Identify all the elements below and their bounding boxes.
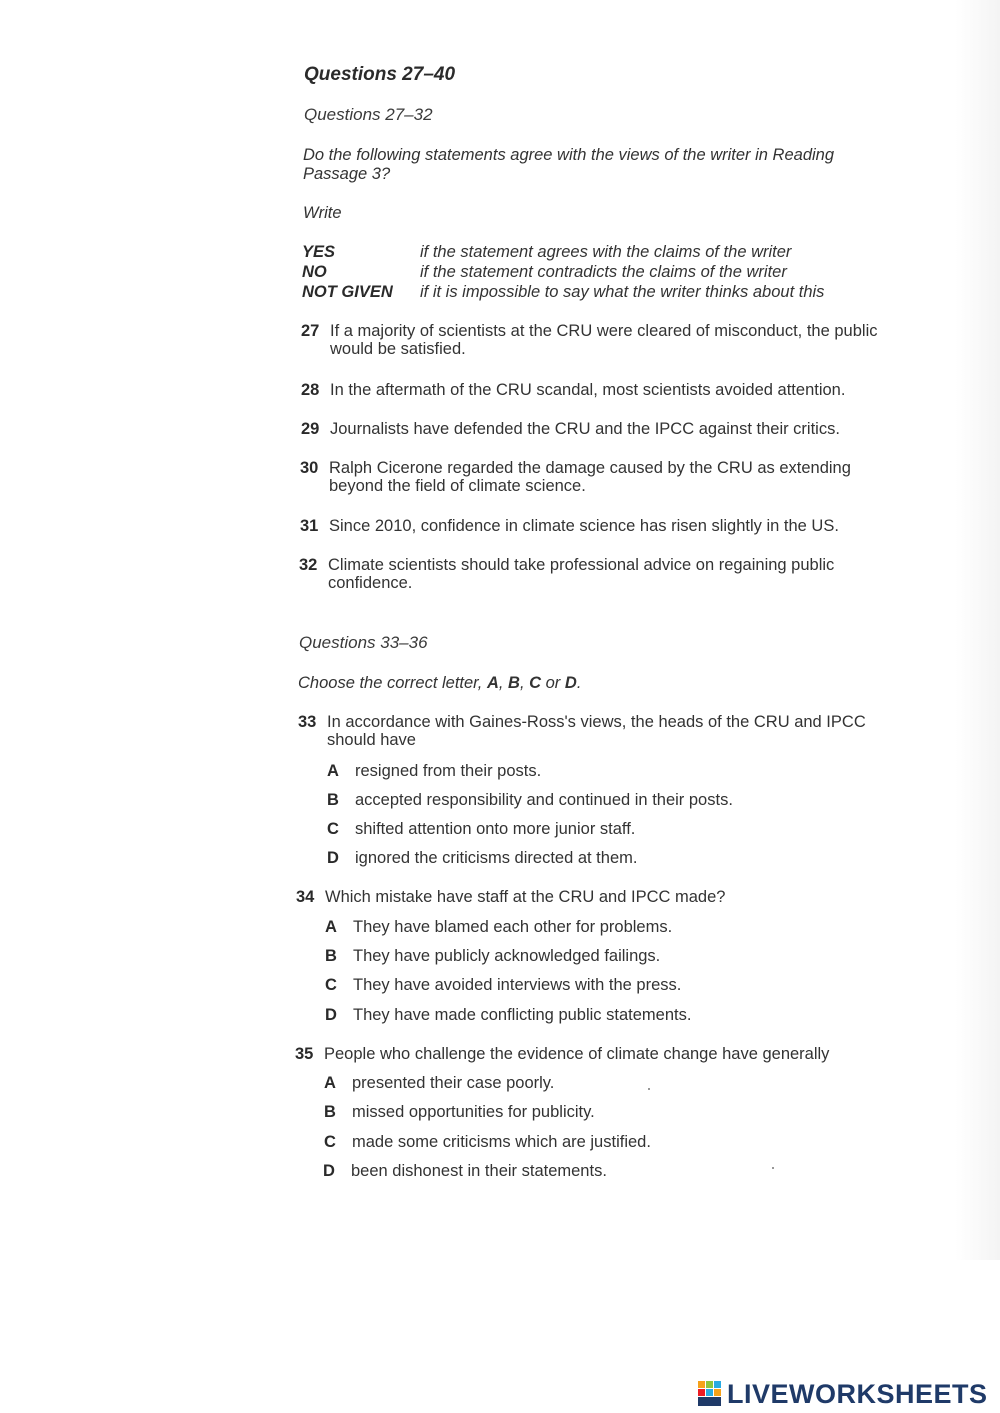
question-text: In the aftermath of the CRU scandal, most scientists avoided attention. — [330, 381, 846, 399]
option-letter: B — [327, 791, 339, 809]
key-term: NO — [302, 263, 327, 281]
question-number: 29 — [301, 420, 320, 438]
question-line: beyond the field of climate science. — [329, 477, 586, 495]
question-text — [330, 322, 940, 358]
instruction-separator: , — [498, 674, 509, 692]
option-letter: C — [325, 976, 337, 994]
key-term: NOT GIVEN — [302, 283, 393, 301]
key-desc: if the statement agrees with the claims of the writer — [420, 243, 792, 261]
liveworksheets-watermark[interactable] — [697, 1377, 988, 1411]
question-text — [329, 459, 939, 495]
scan-speck — [772, 1167, 774, 1169]
option-letter: D — [323, 1162, 335, 1180]
scan-speck — [648, 1088, 650, 1090]
question-text — [327, 713, 937, 749]
option-letter: D — [327, 849, 339, 867]
question-line: would be satisfied. — [330, 340, 466, 358]
option-letter: A — [324, 1074, 336, 1092]
brand-name: LIVEWORKSHEETS — [727, 1378, 988, 1409]
key-desc: if it is impossible to say what the writer thinks about this — [420, 283, 825, 301]
question-number: 34 — [296, 888, 315, 906]
option-letter: B — [325, 947, 337, 965]
key-term: YES — [302, 243, 336, 261]
option-text: presented their case poorly. — [352, 1074, 555, 1092]
option-text: They have publicly acknowledged failings. — [353, 947, 661, 965]
instruction-letter: A — [486, 674, 499, 692]
question-line: If a majority of scientists at the CRU were cleared of misconduct, the public — [330, 322, 878, 340]
option-letter: A — [327, 762, 339, 780]
question-text: Since 2010, confidence in climate science has risen slightly in the US. — [329, 517, 839, 535]
group2-instruction — [298, 674, 581, 693]
question-number: 27 — [301, 322, 320, 340]
instruction-text: Choose the correct letter, — [298, 674, 487, 692]
group1-instruction-line1: Do the following statements agree with the views of the writer in Reading — [303, 146, 835, 164]
question-number: 28 — [301, 381, 320, 399]
option-text: They have avoided interviews with the press. — [353, 976, 682, 994]
instruction-separator: or — [541, 674, 565, 692]
option-text: missed opportunities for publicity. — [352, 1103, 595, 1121]
option-text: ignored the criticisms directed at them. — [355, 849, 638, 867]
question-text: People who challenge the evidence of climate change have generally — [324, 1045, 830, 1063]
option-letter: A — [325, 918, 337, 936]
question-line: confidence. — [328, 574, 413, 592]
option-text: They have blamed each other for problems. — [353, 918, 673, 936]
option-text: resigned from their posts. — [355, 762, 542, 780]
option-letter: C — [327, 820, 339, 838]
option-text: They have made conflicting public statements. — [353, 1006, 692, 1024]
liveworksheets-logo-icon — [697, 1380, 723, 1408]
question-line: In accordance with Gaines-Ross's views, the heads of the CRU and IPCC — [327, 713, 866, 731]
option-text: accepted responsibility and continued in their posts. — [355, 791, 733, 809]
option-letter: B — [324, 1103, 336, 1121]
option-letter: D — [325, 1006, 337, 1024]
group1-heading: Questions 27–32 — [304, 105, 433, 124]
question-number: 30 — [300, 459, 319, 477]
instruction-letter: B — [508, 674, 520, 692]
question-number: 32 — [299, 556, 318, 574]
group1-instruction-line2: Passage 3? — [303, 165, 391, 183]
option-text: been dishonest in their statements. — [351, 1162, 607, 1180]
write-label: Write — [303, 204, 342, 222]
key-desc: if the statement contradicts the claims of the writer — [420, 263, 787, 281]
instruction-period: . — [576, 674, 582, 692]
group2-heading: Questions 33–36 — [299, 633, 428, 652]
instruction-separator: , — [519, 674, 530, 692]
scan-shadow — [955, 0, 1000, 1260]
instruction-letter: D — [564, 674, 577, 692]
option-letter: C — [324, 1133, 336, 1151]
question-line: should have — [327, 731, 416, 749]
question-text — [328, 556, 938, 592]
option-text: shifted attention onto more junior staff. — [355, 820, 636, 838]
question-text: Journalists have defended the CRU and the IPCC against their critics. — [330, 420, 840, 438]
question-line: Climate scientists should take professional advice on regaining public — [328, 556, 835, 574]
question-text: Which mistake have staff at the CRU and IPCC made? — [325, 888, 726, 906]
question-line: Ralph Cicerone regarded the damage caused by the CRU as extending — [329, 459, 851, 477]
question-number: 35 — [295, 1045, 314, 1063]
instruction-letter: C — [529, 674, 542, 692]
section-title: Questions 27–40 — [304, 64, 456, 85]
question-number: 31 — [300, 517, 319, 535]
question-number: 33 — [298, 713, 317, 731]
option-text: made some criticisms which are justified. — [352, 1133, 651, 1151]
